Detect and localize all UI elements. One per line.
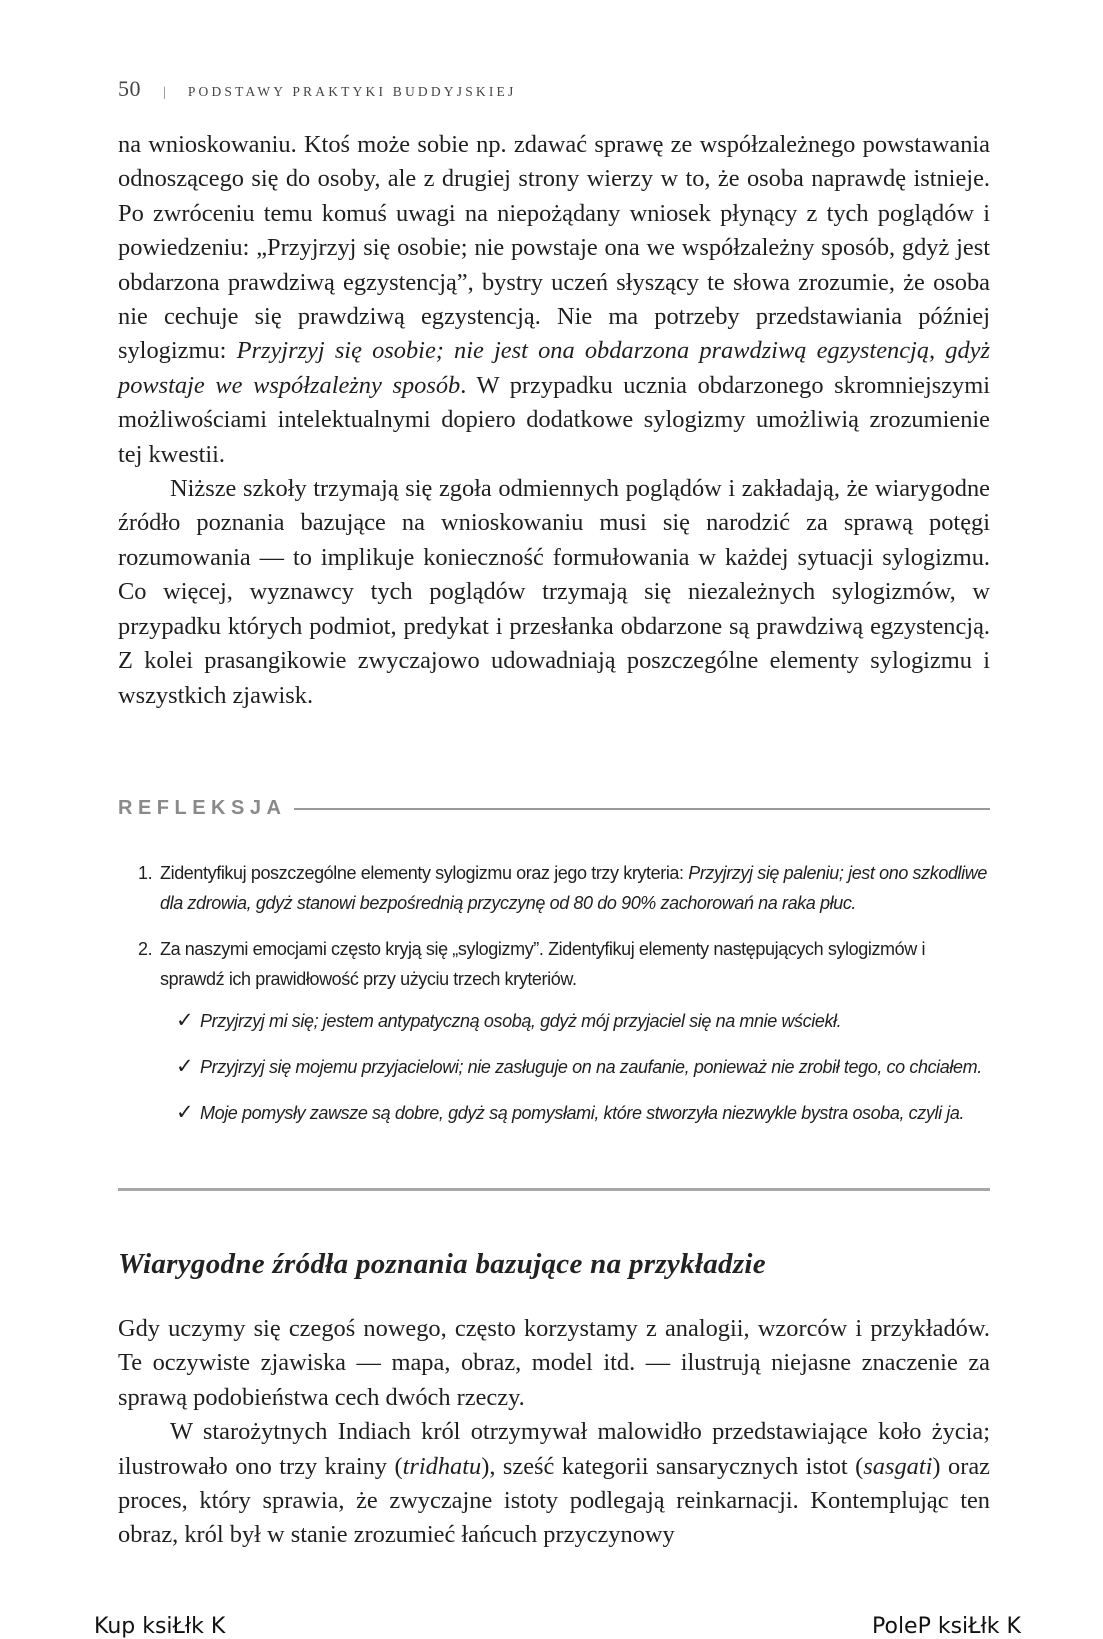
paragraph [118, 1415, 990, 1553]
item-number: 1. [138, 863, 153, 883]
running-header [118, 76, 516, 102]
paragraph-text: . W przypadku ucznia obdarzonego skromniejszymi możliwościami intelektualnymi dopiero dodatkowe sylogizmy umożliwią zrozumienie tej kwestii. [118, 371, 990, 468]
paragraph [118, 128, 990, 472]
reflection-item [138, 934, 990, 994]
check-item [138, 1052, 990, 1082]
check-list [138, 1006, 990, 1128]
item-text-italic: Przyjrzyj się paleniu; jest ono szkodliwe dla zdrowia, gdyż stanowi bezpośrednią przyczynę od 80 do 90% zachorowań na raka płuc. [160, 863, 987, 913]
check-text: Przyjrzyj mi się; jestem antypatyczną osobą, gdyż mój przyjaciel się na mnie wściekł. [200, 1011, 842, 1031]
reflection-heading [118, 797, 990, 820]
italic-syllogism: Przyjrzyj się osobie; nie jest ona obdarzona prawdziwą egzystencją, gdyż powstaje we współzależny sposób [118, 337, 990, 399]
check-mark-icon: ✓ [176, 1009, 194, 1032]
check-text: Przyjrzyj się mojemu przyjacielowi; nie zasługuje on na zaufanie, ponieważ nie zrobił tego, co chciałem. [200, 1057, 982, 1077]
item-text-plain: Zidentyfikuj poszczególne elementy sylogizmu oraz jego trzy kryteria: [160, 863, 689, 883]
paragraph-text: na wnioskowaniu. Ktoś może sobie np. zdawać sprawę ze współzależnego powstawania odnoszącego się do osoby, ale z drugiej strony wierzy w to, że osoba naprawdę istnieje. Po zwróceniu temu komuś uwagi na niepożądany wniosek płynący z tych poglądów i powiedzeniu: „Przyjrzyj się osobie; nie powstaje ona we współzależny sposób, gdyż jest obdarzona prawdziwą egzystencją”, bystry uczeń słyszący te słowa zrozumie, że osoba nie cechuje się prawdziwą egzystencją. Nie ma potrzeby przedstawiania później sylogizmu: [118, 131, 990, 365]
body-text-bottom [118, 1312, 990, 1553]
check-item [138, 1098, 990, 1128]
section-title: Wiarygodne źródła poznania bazujące na przykładzie [118, 1248, 766, 1280]
reflection-item [138, 858, 990, 918]
paragraph-text: ), sześć kategorii sansarycznych istot ( [481, 1452, 864, 1480]
paragraph: Niższe szkoły trzymają się zgoła odmiennych poglądów i zakładają, że wiarygodne źródło poznania bazujące na wnioskowaniu musi się narodzić za sprawą potęgi rozumowania — to implikuje konieczność formułowania w każdej sytuacji sylogizmu. Co więcej, wyznawcy tych poglądów trzymają się niezależnych sylogizmów, w przypadku których podmiot, predykat i przesłanka obdarzone są prawdziwą egzystencją. Z kolei prasangikowie zwyczajowo udowadniają poszczególne elementy sylogizmu i wszystkich zjawisk. [118, 475, 990, 709]
paragraph: Gdy uczymy się czegoś nowego, często korzystamy z analogii, wzorców i przykładów. Te oczywiste zjawiska — mapa, obraz, model itd. — ilustrują niejasne znaczenie za sprawą podobieństwa cech dwóch rzeczy. [118, 1315, 990, 1411]
reflection-bottom-rule [118, 1188, 990, 1191]
page-number: 50 [118, 76, 141, 101]
paragraph-text: ) oraz proces, który sprawia, że zwyczajne istoty podlegają reinkarnacji. Kontemplując ten obraz, król był w stanie zrozumieć łańcuch przyczynowy [118, 1452, 990, 1549]
item-number: 2. [138, 939, 153, 959]
running-title: PODSTAWY PRAKTYKI BUDDYJSKIEJ [187, 84, 517, 99]
paragraph-text: W starożytnych Indiach król otrzymywał malowidło przedstawiające koło życia; ilustrowało ono trzy krainy ( [118, 1418, 990, 1480]
reflection-title: REFLEKSJA [118, 797, 287, 819]
check-mark-icon: ✓ [176, 1101, 194, 1124]
check-mark-icon: ✓ [176, 1055, 194, 1078]
reflection-list [138, 858, 990, 1144]
header-separator: | [163, 85, 166, 100]
check-item [138, 1006, 990, 1036]
buy-book-link[interactable]: Kup ksiŁłk K [94, 1614, 226, 1639]
item-text [160, 858, 990, 918]
body-text-top [118, 128, 990, 713]
item-text: Za naszymi emocjami często kryją się „sylogizmy”. Zidentyfikuj elementy następujących sylogizmów i sprawdź ich prawidłowość przy użyciu trzech kryteriów. [160, 939, 926, 989]
check-text: Moje pomysły zawsze są dobre, gdyż są pomysłami, które stworzyła niezwykle bystra osoba, czyli ja. [200, 1103, 965, 1123]
italic-term: tridhatu [402, 1452, 482, 1480]
recommend-book-link[interactable]: PoleP ksiŁłk K [872, 1614, 1021, 1639]
reflection-rule [294, 808, 990, 810]
italic-term: sasgati [863, 1452, 933, 1480]
